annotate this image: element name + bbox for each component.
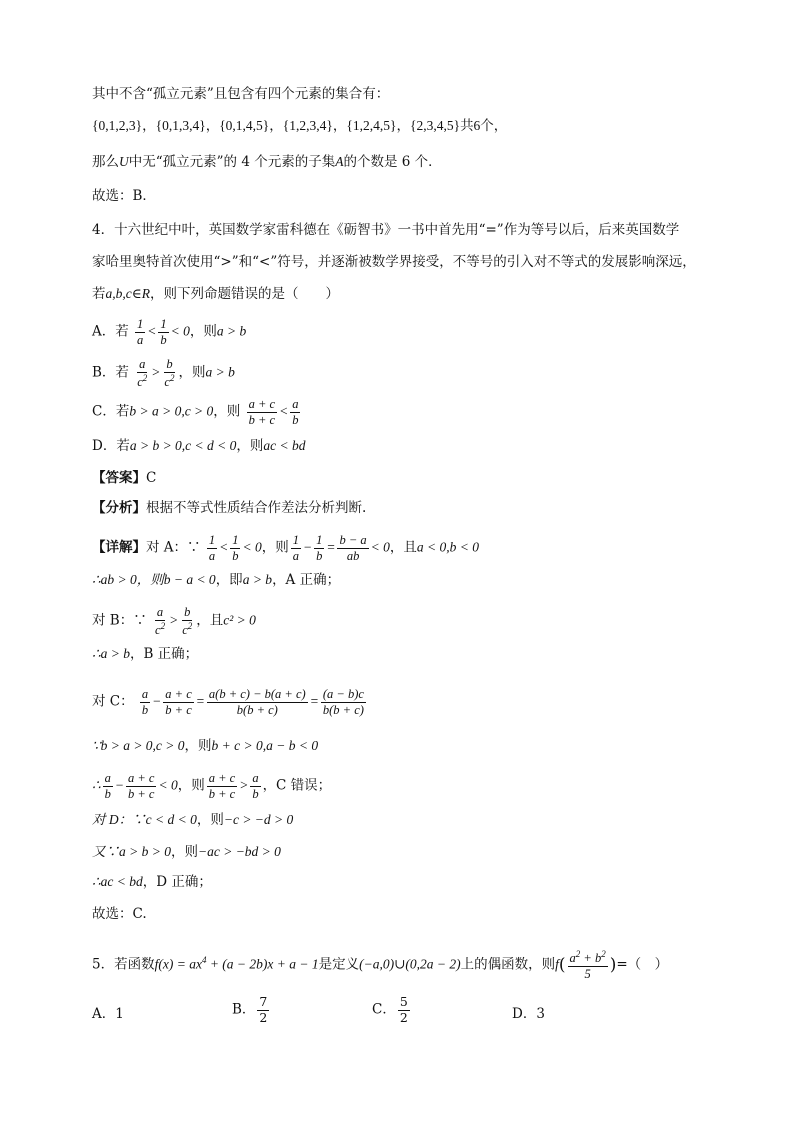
text: 若 (92, 286, 106, 302)
q4-detail-b: 对 B：∵ $\frac{a}{c^2}$ > $\frac{b}{c^2}$ ，且c² > 0 (92, 605, 256, 637)
math: a,b,c∈R (105, 286, 150, 301)
q4-detail-c3: ∴ $\frac{a}{b}$ − $\frac{a + c}{b + c}$ < 0，则 $\frac{a + c}{b + c}$ > $\frac{a}{b}$ ，C 错误； (92, 771, 332, 801)
intro-line-1: 其中不含“孤立元素”且包含有四个元素的集合有： (92, 86, 390, 102)
q4-answer (92, 468, 156, 488)
q5-option-d: D．3 (512, 1006, 545, 1022)
text: =（ ） (616, 956, 669, 973)
fraction: $\frac{7}{2}$ (259, 994, 268, 1025)
q4-detail-d (92, 810, 293, 830)
fraction: $\frac{a^2 + b^2}{5}$ (569, 949, 606, 981)
math: c² > 0 (223, 612, 256, 628)
answer-value: C (146, 470, 157, 486)
text: 上的偶函数，则 (460, 956, 556, 973)
math: b + c > 0,a − b < 0 (211, 738, 319, 753)
set-4: {1,2,3,4} (282, 118, 333, 133)
text: 对 C： (92, 693, 134, 710)
fraction: $\frac{1}{a}$ (137, 317, 144, 347)
fraction: $\frac{a + c}{b + c}$ (165, 687, 192, 717)
sep: ， (142, 118, 156, 133)
option-label: D．若 (92, 438, 130, 454)
text: ，则下列命题错误的是（ ） (149, 286, 339, 302)
option-label: C． (372, 1001, 396, 1018)
var-U: U (119, 154, 129, 169)
math: ∵b > a > 0,c > 0 (92, 738, 185, 753)
text: ，B 正确； (129, 646, 199, 662)
text: ，则 (213, 403, 241, 420)
math: (−a,0)∪(0,2a − 2) (359, 956, 461, 972)
q5-option-b (232, 996, 271, 1024)
math: a < 0,b < 0 (416, 539, 480, 555)
intro-choice: 故选：B． (92, 188, 156, 204)
q4-option-b: B．若 $\frac{a}{c^2}$ > $\frac{b}{c^2}$ ，则a > b (92, 357, 235, 389)
math: b > a > 0,c > 0 (129, 403, 214, 419)
math: ac < bd (263, 438, 306, 453)
text: ，D 正确； (142, 874, 212, 890)
q4-stem-2: 家哈里奥特首次使用“>”和“<”符号，并逐渐被数学界接受，不等号的引入对不等式的发展影响深远， (92, 254, 696, 270)
fraction: $\frac{a}{c^2}$ (137, 357, 148, 389)
sep: ， (396, 118, 410, 133)
fraction: $\frac{a}{b}$ (252, 771, 259, 801)
fraction: $\frac{5}{2}$ (399, 994, 408, 1025)
fraction: $\frac{1}{b}$ (316, 533, 323, 563)
fraction: $\frac{b}{c^2}$ (164, 357, 175, 389)
set-5: {1,2,4,5} (346, 118, 397, 133)
text: ，则 (184, 738, 212, 754)
text: ，则 (196, 812, 224, 828)
math: ∴ab > 0，则 (92, 572, 164, 587)
set-6: {2,3,4,5} (409, 118, 461, 133)
q4-detail-c: 对 C： $\frac{a}{b}$ − $\frac{a + c}{b + c}$ = $\frac{a(b + c) - b(a + c)}{b(b + c)}$ = $\frac{(a - b)c}{b(b + c)}$ (92, 687, 364, 717)
math: −c > −d > 0 (223, 812, 294, 827)
fraction: $\frac{a}{b}$ (292, 397, 299, 427)
text: ，则 (178, 364, 206, 381)
math: ∴ac < bd (92, 874, 143, 889)
fraction: $\frac{a}{b}$ (141, 687, 149, 717)
q4-detail-d3 (92, 872, 212, 892)
fraction: $\frac{a}{b}$ (104, 771, 111, 801)
text: ，C 错误； (262, 777, 332, 794)
var-A: A (335, 154, 344, 169)
math: 又∵a > b > 0 (92, 844, 171, 859)
text: 那么 (92, 154, 119, 170)
text: ，且 (389, 539, 417, 556)
q4-option-c: C．若b > a > 0,c > 0，则 $\frac{a + c}{b + c}$ < $\frac{a}{b}$ (92, 397, 299, 427)
option-label: A．若 (92, 323, 129, 340)
text: ，A 正确； (272, 572, 341, 588)
q4-detail-d2 (92, 842, 281, 862)
text: 对 B：∵ (92, 612, 147, 629)
option-label: B．若 (92, 364, 129, 381)
q5-stem: 5．若函数$f(x) = ax^4 + (a - 2b)x + a - 1$是定义(−a,0)∪(0,2a − 2)上的偶函数，则f( $\frac{a^2 + b^2}{5}$ )=（ ） (92, 949, 669, 981)
fraction: $\frac{a + c}{b + c}$ (127, 771, 155, 801)
q5-option-c (372, 996, 412, 1024)
text: ，则 (177, 777, 205, 794)
q4-detail-a: 【详解】对 A：∵ $\frac{1}{a}$ < $\frac{1}{b}$ < 0，则 $\frac{1}{a}$ − $\frac{1}{b}$ = $\frac{b - a}{ab}$ < 0，且a < 0,b < 0 (92, 533, 480, 563)
math: a > b (205, 364, 235, 380)
sep: ， (205, 118, 220, 133)
set-1: {0,1,2,3} (92, 118, 143, 133)
text: 对 A：∵ (146, 539, 201, 556)
fraction: $\frac{1}{a}$ (292, 533, 299, 563)
fraction: $\frac{a}{c^2}$ (155, 605, 166, 637)
q4-detail-b2 (92, 644, 198, 664)
math: a > b (216, 323, 247, 339)
q4-conclusion: 故选：C. (92, 906, 147, 922)
math: ∴ (92, 777, 101, 793)
fraction: $\frac{a(b + c) - b(a + c)}{b(b + c)}$ (208, 687, 306, 717)
text: ，则 (236, 438, 264, 454)
math: ∴a > b (92, 646, 130, 661)
text: 是定义 (318, 956, 360, 973)
exponent: 4 (201, 955, 207, 966)
math: a > b (242, 572, 273, 587)
fraction: $\frac{1}{a}$ (208, 533, 216, 563)
q4-detail-a2 (92, 570, 340, 590)
option-label: C．若 (92, 403, 130, 420)
detail-tag: 【详解】 (92, 539, 146, 556)
sets-tail: 共6个， (460, 118, 508, 133)
sep: ， (332, 118, 347, 133)
q4-option-a: A．若 $\frac{1}{a}$ < $\frac{1}{b}$ < 0，则a > b (92, 317, 247, 347)
answer-tag: 【答案】 (92, 470, 146, 486)
option-label: B． (232, 1001, 256, 1018)
math: −ac > −bd > 0 (197, 844, 281, 859)
q5-option-a: A．1 (92, 1006, 124, 1022)
q4-detail-c2 (92, 736, 318, 756)
text: ，即 (215, 572, 243, 588)
q4-option-d (92, 436, 306, 456)
sets-line (92, 116, 507, 136)
text: ，则 (261, 539, 289, 556)
math: b − a < 0 (163, 572, 216, 587)
fraction: $\frac{a + c}{b + c}$ (248, 397, 276, 427)
set-3: {0,1,4,5} (219, 118, 270, 133)
math: f(x) = ax (154, 956, 202, 972)
q4-analysis (92, 498, 366, 518)
math: a > b > 0,c < d < 0 (129, 438, 237, 453)
fraction: $\frac{(a - b)c}{b(b + c)}$ (322, 687, 364, 717)
q4-stem-1: 4．十六世纪中叶，英国数学家雷科德在《砺智书》一书中首先用“=”作为等号以后，后来英国数学 (92, 222, 680, 238)
analysis-text: 根据不等式性质结合作差法分析判断. (146, 500, 367, 516)
analysis-tag: 【分析】 (92, 500, 146, 516)
fraction: $\frac{1}{b}$ (160, 317, 167, 347)
fraction: $\frac{a + c}{b + c}$ (208, 771, 236, 801)
fraction: $\frac{b}{c^2}$ (182, 605, 193, 637)
fraction: $\frac{b - a}{ab}$ (339, 533, 367, 563)
intro-line-3 (92, 152, 442, 172)
sep: ， (269, 118, 283, 133)
set-2: {0,1,3,4} (155, 118, 206, 133)
text: ，则 (170, 844, 198, 860)
text: ，则 (189, 323, 217, 340)
text: 的个数是 6 个． (343, 154, 442, 170)
text: 中无“孤立元素”的 4 个元素的子集 (128, 154, 336, 170)
fraction: $\frac{1}{b}$ (232, 533, 239, 563)
q4-stem-3 (92, 284, 339, 304)
math: 对 D：∵c < d < 0 (92, 812, 197, 827)
text: 5．若函数 (92, 956, 155, 973)
math: + (a − 2b)x + a − 1 (206, 956, 319, 972)
text: ，且 (196, 612, 224, 629)
